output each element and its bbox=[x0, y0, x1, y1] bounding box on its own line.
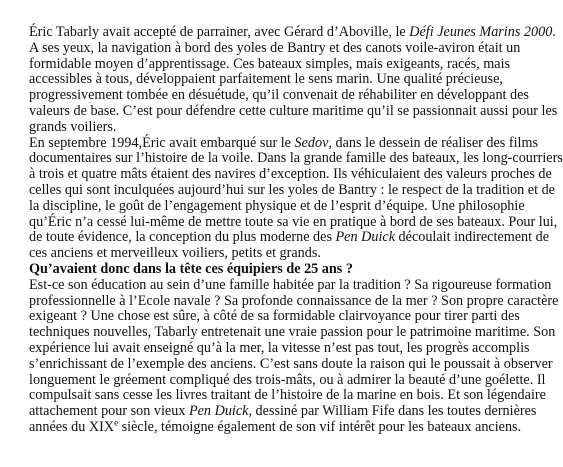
text-line bbox=[29, 387, 546, 404]
text-run: Éric Tabarly avait accepté de parrainer, avec Gérard d’Aboville, le bbox=[29, 24, 410, 40]
text-run: celles qui sont inculquées aujourd’hui sur les yoles de Bantry : le respect de la tradition et de bbox=[29, 181, 555, 198]
text-run: . bbox=[552, 24, 556, 40]
text-run: s’enrichissant de l’exemple des anciens. C’est sans doute la raison qui le poussait à observer bbox=[29, 355, 553, 372]
text-line bbox=[29, 88, 541, 104]
text-line bbox=[29, 292, 559, 310]
text-line bbox=[29, 150, 563, 167]
italic-title: Pen Duick bbox=[335, 229, 395, 246]
text-line bbox=[29, 404, 541, 420]
paragraph-parrainage bbox=[29, 24, 558, 136]
text-line bbox=[29, 246, 541, 262]
text-run: accessibles à tous, développaient parfaitement le sens marin. Une qualité précieuse, bbox=[29, 71, 503, 88]
text-run: longuement le gréement compliqué des trois-mâts, ou à admirer la beauté d’une goélette. Il bbox=[29, 371, 546, 388]
text-run: années du XIX bbox=[29, 418, 115, 435]
section-heading bbox=[29, 262, 541, 278]
text-run: documentaires sur l’histoire de la voile. Dans la grande famille des bateaux, les long-courriers bbox=[29, 150, 563, 167]
text-run: expérience lui avait enseigné qu’à la mer, la vitesse n’est pas tout, les progrès accomplis bbox=[29, 339, 530, 356]
text-run: compulsait sans cesse les livres traitant de l’histoire de la marine en bois. Et son légendaire bbox=[29, 387, 546, 404]
text-run: , dans le dessein de réaliser des films bbox=[328, 134, 539, 151]
text-line bbox=[29, 199, 541, 215]
text-line bbox=[29, 181, 555, 199]
paragraph-sedov bbox=[29, 134, 563, 262]
text-line bbox=[29, 41, 541, 57]
text-line bbox=[29, 262, 541, 278]
superscript: e bbox=[114, 417, 119, 428]
text-run: En septembre 1994,Éric avait embarqué sur le bbox=[29, 134, 295, 151]
text-run: professionnelle à l’Ecole navale ? Sa profonde connaissance de la mer ? Son propre caractère bbox=[29, 292, 559, 309]
text-line bbox=[29, 120, 541, 136]
paragraph-equipiers bbox=[29, 276, 559, 436]
text-line bbox=[29, 341, 541, 357]
text-line bbox=[29, 417, 541, 436]
text-run: exigeant ? Une chose est sûre, à côté de sa formidable clairvoyance pour tirer parti des bbox=[29, 308, 520, 325]
text-line bbox=[29, 276, 552, 294]
text-run: de toute évidence, la conception du plus moderne des bbox=[29, 229, 336, 246]
text-line bbox=[29, 72, 541, 88]
text-run: techniques nouvelles, Tabarly entretenait une vraie passion pour le patrimoine maritime. Son bbox=[29, 324, 556, 341]
text-run: grands voiliers. bbox=[29, 118, 117, 135]
italic-title: Sedov bbox=[294, 134, 329, 151]
text-run: siècle, témoigne également de son vif intérêt pour les bateaux anciens. bbox=[118, 418, 522, 435]
text-run: qu’Éric n’a cessé lui-même de mettre toute sa vie en pratique à bord de ses bateaux. Pour lui, bbox=[29, 213, 558, 230]
text-run: valeurs de base. C’est pour défendre cette culture maritime qu’il se passionnait aussi pour les bbox=[29, 102, 558, 119]
text-line bbox=[29, 57, 541, 73]
text-run: ces anciens et merveilleux voiliers, petits et grands. bbox=[29, 245, 321, 262]
text-run: , dessiné par William Fife dans les toutes dernières bbox=[248, 403, 537, 420]
text-line bbox=[29, 24, 556, 41]
italic-title: Pen Duick bbox=[188, 403, 249, 420]
text-line bbox=[29, 355, 553, 373]
text-run: Qu’avaient donc dans la tête ces équipiers de 25 ans ? bbox=[29, 260, 353, 277]
text-line bbox=[29, 166, 552, 183]
text-run: la discipline, le goût de l’engagement physique et de l’esprit d’équipe. Une philosophie bbox=[29, 197, 525, 214]
text-run: à trois et quatre mâts étaient des navires d’exception. Ils véhiculaient des valeurs proches de bbox=[29, 166, 552, 183]
text-line bbox=[29, 371, 546, 389]
italic-title: Défi Jeunes Marins 2000 bbox=[409, 24, 553, 40]
text-line bbox=[29, 229, 550, 246]
document-page bbox=[29, 24, 563, 436]
text-run: progressivement tombée en désuétude, qu’il convenait de réhabiliter en développant des bbox=[29, 87, 529, 104]
text-line bbox=[29, 309, 541, 325]
text-line bbox=[29, 102, 558, 120]
text-run: formidable moyen d’apprentissage. Ces bateaux simples, mais exigeants, racés, mais bbox=[29, 55, 511, 72]
text-run: A ses yeux, la navigation à bord des yoles de Bantry et des canots voile-aviron était un bbox=[29, 39, 521, 56]
text-run: Est-ce son éducation au sein d’une famille habitée par la tradition ? Sa rigoureuse formation bbox=[29, 276, 552, 293]
text-line bbox=[29, 213, 558, 231]
text-line bbox=[29, 136, 541, 152]
text-run: découlait indirectement de bbox=[395, 229, 550, 246]
text-run: attachement pour son vieux bbox=[29, 403, 189, 420]
text-line bbox=[29, 324, 556, 341]
